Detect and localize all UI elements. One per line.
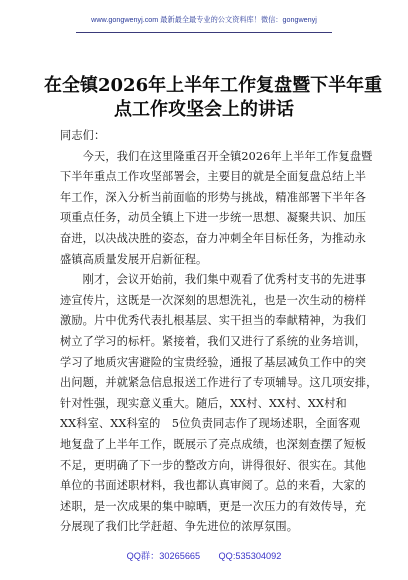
title-line: 点工作攻坚会上的讲话 xyxy=(114,99,294,120)
body-line: 迹宣传片，这既是一次深刻的思想洗礼，也是一次生动的榜样 xyxy=(60,293,367,307)
body-line: 出问题，并就紧急信息报送工作进行了专项辅导。这几项安排， xyxy=(60,376,378,390)
body-line: 奋进，以决战决胜的姿态，奋力冲刺全年目标任务，为推动永 xyxy=(60,231,367,245)
document-body xyxy=(60,126,378,538)
body-line: 分展现了我们比学赶超、争先进位的浓厚氛围。 xyxy=(60,520,299,534)
title-line: 在全镇2026年上半年工作复盘暨下半年重 xyxy=(44,75,383,96)
body-line: 激励。片中优秀代表扎根基层、实干担当的奉献精神，为我们 xyxy=(60,314,367,328)
body-line: 年工作，深入分析当前面临的形势与挑战，精准部署下半年各 xyxy=(60,190,367,204)
body-line: 针对性强，现实意义重大。随后，XX村、XX村、XX村和 xyxy=(60,396,347,410)
salutation: 同志们： xyxy=(60,129,106,142)
body-line: 今天，我们在这里隆重召开全镇2026年上半年工作复盘暨 xyxy=(60,149,373,163)
body-line: 树立了学习的标杆。紧接着，我们又进行了系统的业务培训， xyxy=(60,334,367,348)
body-line: 项重点任务，动员全镇上下进一步统一思想、凝聚共识、加压 xyxy=(60,211,367,225)
body-line: 单位的书面述职材料，我也都认真审阅了。总的来看，大家的 xyxy=(60,479,367,493)
body-line: 地复盘了上半年工作，既展示了亮点成绩，也深刻查摆了短板 xyxy=(60,437,367,451)
header-divider xyxy=(76,32,332,33)
body-line: 述职，是一次成果的集中晾晒，更是一次压力的有效传导，充 xyxy=(60,499,367,513)
page-footer-contact: QQ群：30265665 QQ:535304092 xyxy=(126,551,282,561)
body-line: 下半年重点工作攻坚部署会，主要目的就是全面复盘总结上半 xyxy=(60,170,367,184)
body-line: 不足，更明确了下一步的整改方向，讲得很好、很实在。其他 xyxy=(60,458,367,472)
body-line: XX科室、XX科室的 5位负责同志作了现场述职，全面客观 xyxy=(60,417,361,431)
page-header-text: www.gongwenyj.com 最新最全最专业的公文资料库！微信：gongwenyj xyxy=(91,15,317,24)
body-line: 学习了地质灾害避险的宝贵经验，通报了基层减负工作中的突 xyxy=(60,355,367,369)
body-line: 盛镇高质量发展开启新征程。 xyxy=(60,252,208,266)
body-line: 刚才，会议开始前，我们集中观看了优秀村支书的先进事 xyxy=(60,273,367,287)
document-title xyxy=(44,74,383,122)
